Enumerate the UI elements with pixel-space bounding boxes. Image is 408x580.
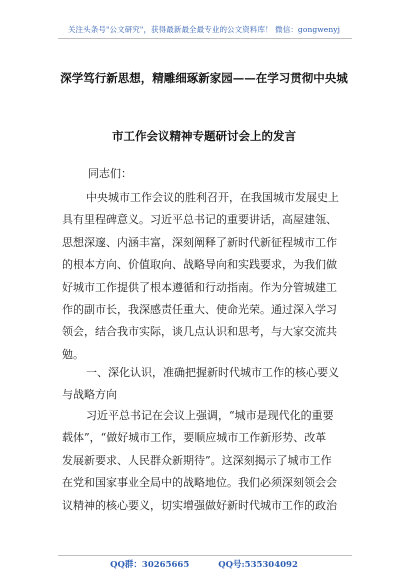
paragraph-line: 思想深邃、内涵丰富，深刻阐释了新时代新征程城市工作	[62, 235, 337, 249]
paragraph-line: 作的副市长，我深感责任重大、使命光荣。通过深入学习	[62, 303, 337, 317]
header-note: 关注头条号"公文研究"，获得最新最全最专业的公文资料库！ 微信：gongwenyj	[67, 25, 341, 34]
paragraph-intro	[62, 187, 348, 366]
qq-account-number: QQ号:535304092	[218, 560, 298, 570]
paragraph-line: 议精神的核心要义，切实增强做好新时代城市工作的政治	[62, 498, 337, 512]
header-divider	[58, 38, 352, 39]
paragraph-line: 好城市工作提供了根本遵循和行动指南。作为分管城建工	[62, 280, 337, 294]
qq-group-number: QQ群：30265665	[110, 560, 190, 570]
section-heading-1	[62, 362, 348, 407]
document-title-line-1: 深学笃行新思想，精雕细琢新家园——在学习贯彻中央城	[60, 71, 348, 85]
paragraph-line: 发展新要求、人民群众新期待”。这深刻揭示了城市工作	[62, 453, 332, 467]
paragraph-body	[62, 405, 348, 517]
paragraph-line: 的根本方向、价值取向、战略导向和实践要求，为我们做	[62, 258, 337, 272]
salutation: 同志们：	[88, 167, 132, 180]
paragraph-line: 领会，结合我市实际，谈几点认识和思考，与大家交流共	[62, 325, 337, 339]
paragraph-line: 在党和国家事业全局中的战略地位。我们必须深刻领会会	[62, 476, 337, 490]
paragraph-line: 载体”，“做好城市工作，要顺应城市工作新形势、改革	[62, 431, 327, 445]
heading-line: 与战略方向	[62, 388, 117, 402]
paragraph-line: 勉。	[62, 347, 84, 361]
heading-line: 一、深化认识，准确把握新时代城市工作的核心要义	[86, 366, 339, 379]
paragraph-line: 中央城市工作会议的胜利召开，在我国城市发展史上	[86, 191, 339, 204]
paragraph-line: 习近平总书记在会议上强调，“城市是现代化的重要	[86, 409, 334, 422]
document-title-line-2: 市工作会议精神专题研讨会上的发言	[112, 129, 296, 143]
paragraph-line: 具有里程碑意义。习近平总书记的重要讲话，高屋建瓴、	[62, 213, 337, 227]
footer-contact	[0, 558, 408, 570]
footer-divider	[58, 555, 352, 556]
